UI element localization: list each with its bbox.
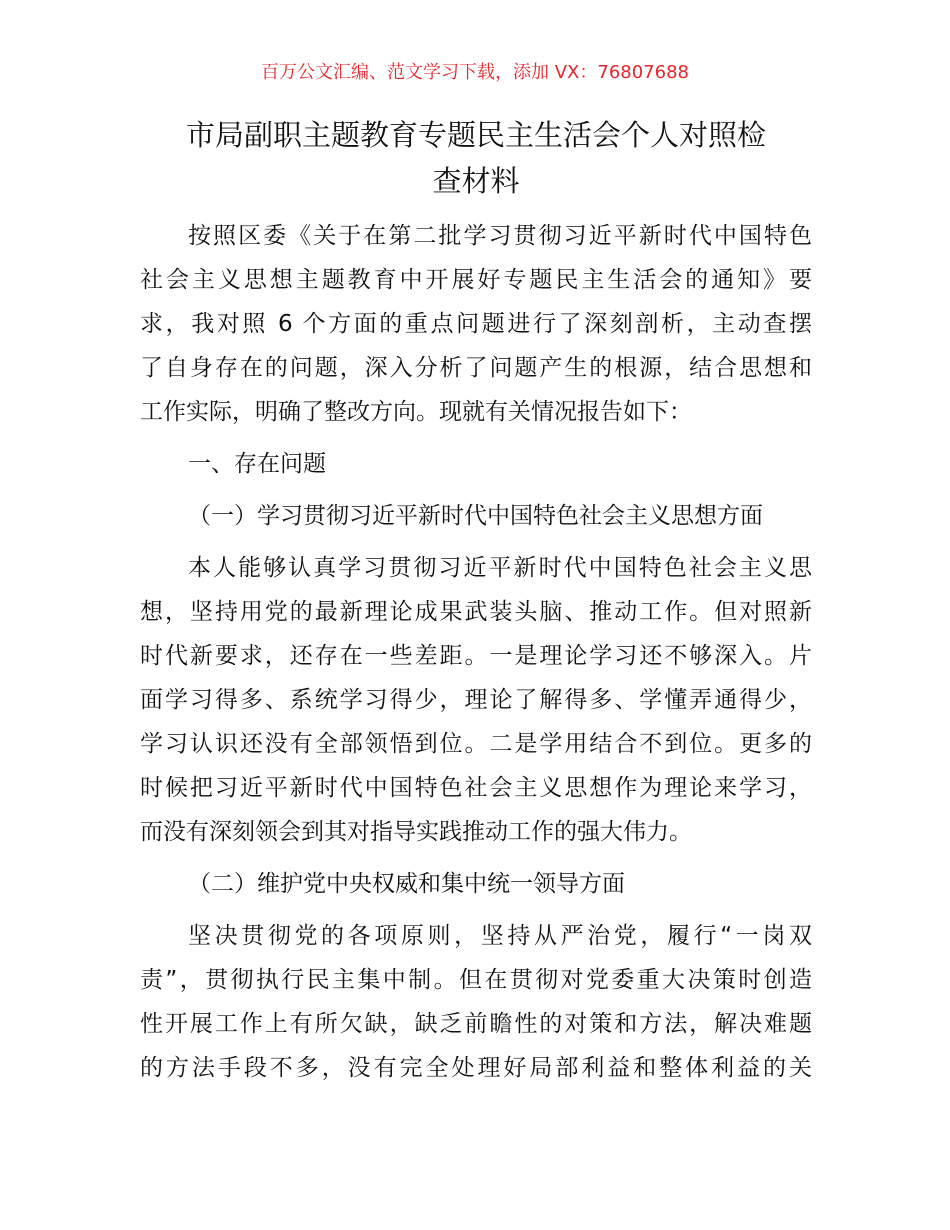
text-line: 时代新要求，还存在一些差距。一是理论学习还不够深入。片 bbox=[140, 643, 812, 669]
text-line: 性开展工作上有所欠缺，缺乏前瞻性的对策和方法，解决难题 bbox=[140, 1011, 812, 1037]
text-line: 想，坚持用党的最新理论成果武装头脑、推动工作。但对照新 bbox=[140, 599, 812, 625]
text-line: 了自身存在的问题，深入分析了问题产生的根源，结合思想和 bbox=[140, 355, 812, 381]
text-line: 工作实际，明确了整改方向。现就有关情况报告如下： bbox=[140, 399, 692, 425]
title-line: 查材料 bbox=[432, 164, 520, 198]
document-body bbox=[140, 214, 812, 1098]
text-line: 时候把习近平新时代中国特色社会主义思想作为理论来学习， bbox=[140, 775, 812, 801]
watermark-text: 百万公文汇编、范文学习下载，添加 VX：76807688 bbox=[261, 62, 689, 83]
paragraph bbox=[140, 914, 812, 1090]
text-line: 学习认识还没有全部领悟到位。二是学用结合不到位。更多的 bbox=[140, 731, 812, 757]
text-line: （二）维护党中央权威和集中统一领导方面 bbox=[188, 871, 625, 897]
text-line: 面学习得多、系统学习得少，理论了解得多、学懂弄通得少， bbox=[140, 687, 812, 713]
paragraph bbox=[140, 214, 812, 434]
document-title bbox=[140, 112, 812, 204]
text-line: 责”，贯彻执行民主集中制。但在贯彻对党委重大决策时创造 bbox=[140, 967, 812, 993]
text-line: 求，我对照 6 个方面的重点问题进行了深刻剖析，主动查摆 bbox=[140, 311, 812, 337]
paragraph bbox=[140, 546, 812, 854]
section-heading bbox=[140, 442, 812, 486]
section-heading bbox=[140, 862, 812, 906]
text-line: 坚决贯彻党的各项原则，坚持从严治党，履行“一岗双 bbox=[188, 923, 812, 949]
section-heading bbox=[140, 494, 812, 538]
text-line: 社会主义思想主题教育中开展好专题民主生活会的通知》要 bbox=[140, 267, 812, 293]
text-line: （一）学习贯彻习近平新时代中国特色社会主义思想方面 bbox=[188, 503, 763, 529]
text-line: 而没有深刻领会到其对指导实践推动工作的强大伟力。 bbox=[140, 819, 692, 845]
text-line: 的方法手段不多，没有完全处理好局部利益和整体利益的关 bbox=[140, 1055, 812, 1081]
text-line: 一、存在问题 bbox=[188, 451, 326, 477]
text-line: 本人能够认真学习贯彻习近平新时代中国特色社会主义思 bbox=[188, 555, 812, 581]
title-line: 市局副职主题教育专题民主生活会个人对照检 bbox=[185, 118, 766, 152]
text-line: 按照区委《关于在第二批学习贯彻习近平新时代中国特色 bbox=[188, 223, 812, 249]
